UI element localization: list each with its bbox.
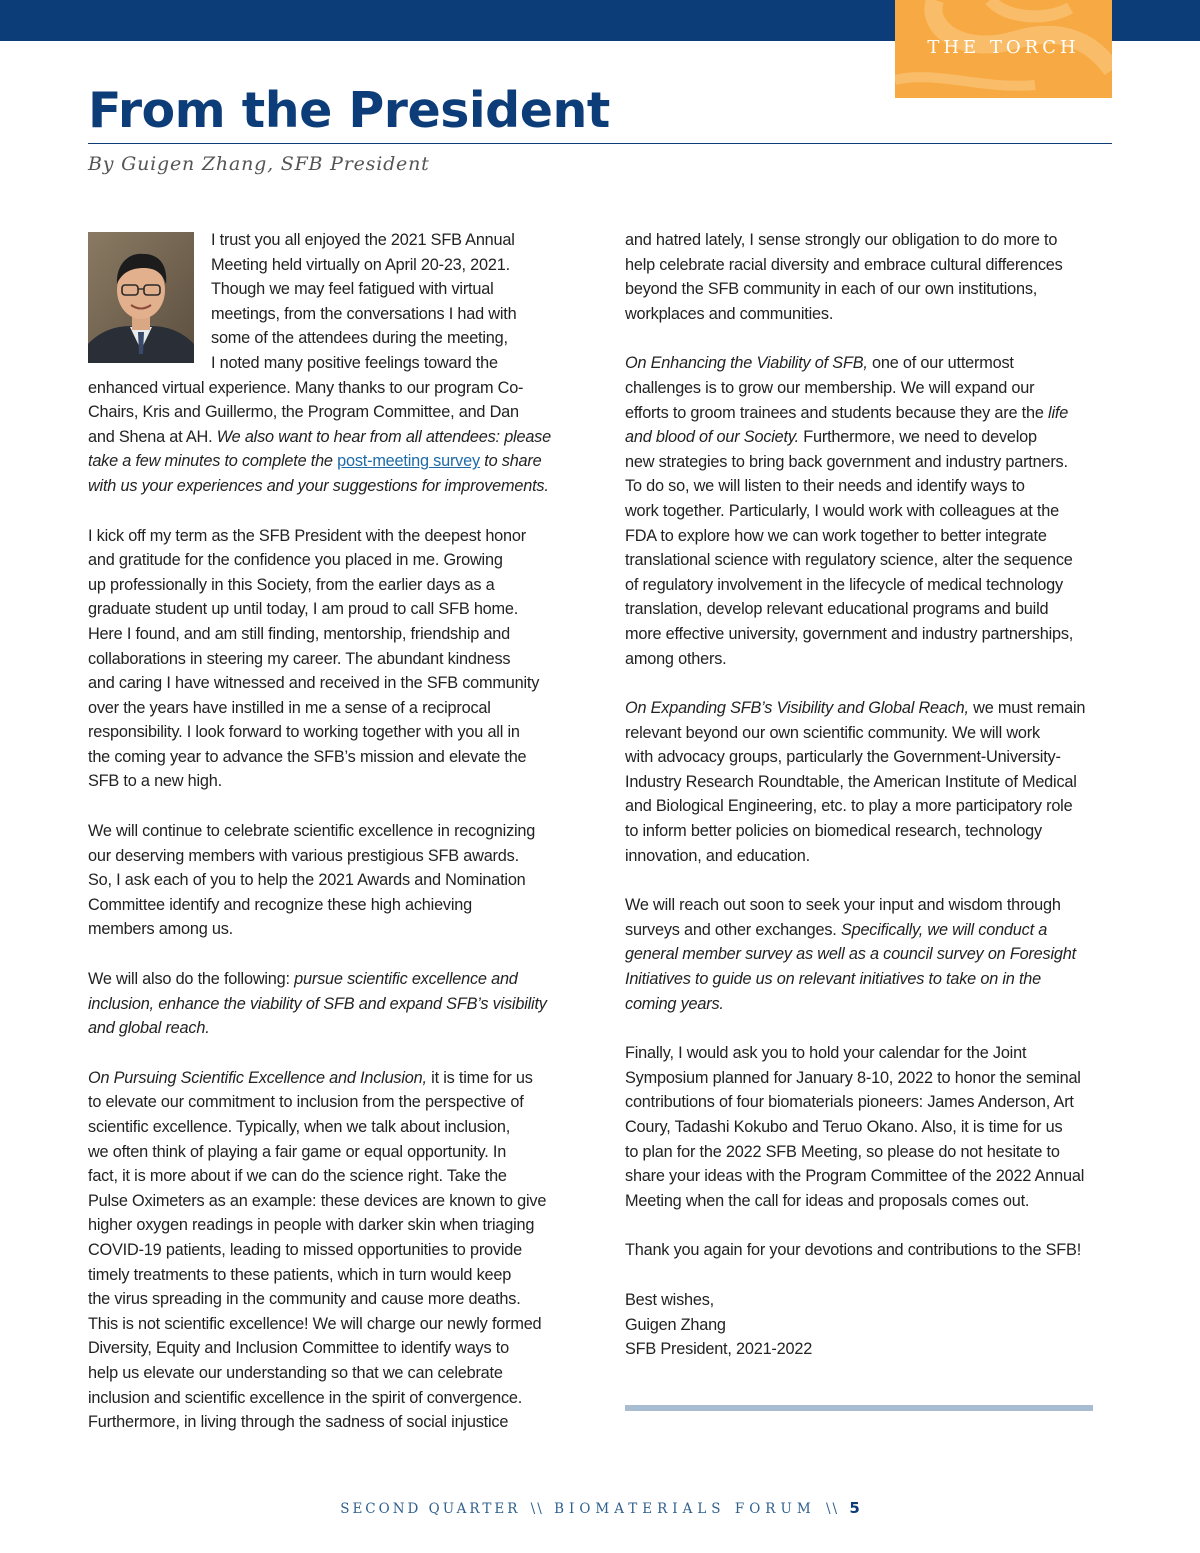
survey-paragraph [625, 893, 1115, 1016]
text-line: So, I ask each of you to help the 2021 Awards and Nomination [88, 871, 526, 890]
text-span: one of our uttermost [867, 354, 1014, 373]
text-line: To do so, we will listen to their needs and identify ways to [625, 477, 1025, 496]
text-span-italic: and blood of our Society. [625, 428, 799, 447]
section-tab [895, 0, 1112, 98]
text-line: up professionally in this Society, from the earlier days as a [88, 575, 495, 594]
signoff: Best wishes, [625, 1290, 714, 1309]
text-span-italic: Specifically, we will conduct a [840, 920, 1048, 939]
continuation-paragraph [625, 228, 1115, 326]
text-line: workplaces and communities. [625, 304, 834, 323]
awards-paragraph [88, 819, 578, 942]
intro-paragraph [88, 228, 578, 499]
text-line: some of the attendees during the meeting, [211, 329, 508, 348]
text-line: fact, it is more about if we can do the science right. Take the [88, 1167, 507, 1186]
text-span-italic: life [1048, 403, 1069, 422]
text-line: challenges is to grow our membership. We will expand our [625, 378, 1035, 397]
text-line: with us your experiences and your suggestions for improvements. [88, 476, 549, 495]
text-span: we must remain [968, 699, 1086, 718]
text-line: and hatred lately, I sense strongly our obligation to do more to [625, 231, 1058, 249]
text-line: enhanced virtual experience. Many thanks to our program Co- [88, 378, 524, 397]
text-line [625, 918, 1115, 943]
right-column [625, 228, 1115, 1362]
text-line: translational science with regulatory science, alter the sequence [625, 551, 1073, 570]
text-line: responsibility. I look forward to working together with you all in [88, 723, 520, 742]
footer-publication: BIOMATERIALS FORUM [554, 1501, 816, 1517]
text-span-italic: On Pursuing Scientific Excellence and Inclusion, [88, 1068, 427, 1087]
signature-title: SFB President, 2021-2022 [625, 1340, 813, 1359]
text-line: share your ideas with the Program Committee of the 2022 Annual [625, 1167, 1085, 1186]
text-span: and Shena at AH. [88, 427, 217, 446]
end-of-article-bar [625, 1405, 1093, 1411]
text-line: work together. Particularly, I would work with colleagues at the [625, 501, 1059, 520]
text-line: help celebrate racial diversity and embrace cultural differences [625, 255, 1063, 274]
text-line: We will continue to celebrate scientific excellence in recognizing [88, 822, 536, 841]
symposium-paragraph [625, 1041, 1115, 1213]
text-line [625, 401, 1115, 426]
text-line: higher oxygen readings in people with darker skin when triaging [88, 1216, 535, 1235]
footer-issue: SECOND QUARTER [340, 1501, 521, 1517]
text-span-italic: On Enhancing the Viability of SFB, [625, 354, 868, 373]
text-line: and gratitude for the confidence you placed in me. Growing [88, 551, 503, 570]
page-number: 5 [849, 1499, 860, 1517]
text-span: Furthermore, we need to develop [798, 428, 1037, 447]
text-line: to elevate our commitment to inclusion from the perspective of [88, 1093, 524, 1112]
text-line: Chairs, Kris and Guillermo, the Program Committee, and Dan [88, 403, 519, 422]
text-line: Finally, I would ask you to hold your calendar for the Joint [625, 1044, 1027, 1063]
text-span: it is time for us [426, 1068, 533, 1087]
text-line: Industry Research Roundtable, the American Institute of Medical [625, 772, 1077, 791]
text-line: Furthermore, in living through the sadness of social injustice [88, 1413, 509, 1432]
text-line: COVID-19 patients, leading to missed opportunities to provide [88, 1240, 522, 1259]
text-line: Coury, Tadashi Kokubo and Teruo Okano. Also, it is time for us [625, 1118, 1063, 1136]
text-line: I trust you all enjoyed the 2021 SFB Annual [211, 231, 515, 249]
text-line [88, 425, 578, 450]
left-column [88, 228, 578, 1435]
text-line: more effective university, government and industry partnerships, [625, 624, 1074, 643]
text-line [625, 351, 1115, 376]
text-line: contributions of four biomaterials pioneers: James Anderson, Art [625, 1093, 1074, 1112]
text-span-italic: On Expanding SFB’s Visibility and Global Reach, [625, 699, 969, 718]
text-line: Here I found, and am still finding, mentorship, friendship and [88, 624, 511, 643]
text-line: SFB to a new high. [88, 772, 222, 791]
text-line [88, 449, 578, 474]
title-rule [88, 143, 1112, 144]
text-span: efforts to groom trainees and students because they are the [625, 403, 1049, 422]
text-line: and caring I have witnessed and received in the SFB community [88, 674, 540, 693]
text-line: Meeting held virtually on April 20-23, 2021. [211, 255, 510, 274]
signature-name: Guigen Zhang [625, 1315, 726, 1334]
footer-separator: \\ [530, 1501, 544, 1517]
post-meeting-survey-link[interactable]: post-meeting survey [337, 452, 480, 471]
term-paragraph [88, 524, 578, 795]
text-line: general member survey as well as a council survey on Foresight [625, 945, 1076, 964]
thanks-paragraph [625, 1238, 1115, 1263]
text-line: among others. [625, 649, 727, 668]
text-line: members among us. [88, 920, 233, 939]
text-line: innovation, and education. [625, 846, 810, 865]
text-line: to plan for the 2022 SFB Meeting, so please do not hesitate to [625, 1142, 1060, 1161]
text-line [625, 425, 1115, 450]
text-line: Though we may feel fatigued with virtual [211, 280, 494, 299]
text-line: I kick off my term as the SFB President with the deepest honor [88, 526, 526, 545]
text-line: Thank you again for your devotions and contributions to the SFB! [625, 1241, 1082, 1260]
text-line: help us elevate our understanding so that we can celebrate [88, 1363, 503, 1382]
text-line: over the years have instilled in me a sense of a reciprocal [88, 698, 491, 717]
text-span: surveys and other exchanges. [625, 920, 841, 939]
text-line: Pulse Oximeters as an example: these devices are known to give [88, 1191, 547, 1210]
byline: By Guigen Zhang, SFB President [88, 153, 430, 175]
text-line: with advocacy groups, particularly the Government-University- [625, 748, 1061, 767]
text-line: of regulatory involvement in the lifecycle of medical technology [625, 575, 1063, 594]
text-line: collaborations in steering my career. The abundant kindness [88, 649, 511, 668]
text-line: meetings, from the conversations I had with [211, 304, 517, 323]
text-line [88, 967, 578, 992]
text-line: timely treatments to these patients, which in turn would keep [88, 1265, 512, 1284]
text-line: inclusion, enhance the viability of SFB and expand SFB’s visibility [88, 994, 547, 1013]
text-line: graduate student up until today, I am proud to call SFB home. [88, 600, 519, 619]
text-line: to inform better policies on biomedical research, technology [625, 822, 1042, 841]
text-line [625, 696, 1115, 721]
text-span-italic: We also want to hear from all attendees: please [216, 427, 551, 446]
text-span-italic: pursue scientific excellence and [294, 970, 518, 989]
text-line: new strategies to bring back government and industry partners. [625, 452, 1068, 471]
text-line: Diversity, Equity and Inclusion Committee to identify ways to [88, 1339, 509, 1358]
inclusion-paragraph [88, 1066, 578, 1435]
text-line: the virus spreading in the community and cause more deaths. [88, 1290, 521, 1309]
text-line: and global reach. [88, 1019, 210, 1038]
text-line: and Biological Engineering, etc. to play a more participatory role [625, 797, 1073, 816]
footer-separator: \\ [825, 1501, 840, 1517]
text-line: Committee identify and recognize these high achieving [88, 895, 472, 914]
goals-paragraph [88, 967, 578, 1041]
text-span: We will also do the following: [88, 970, 295, 989]
text-line: relevant beyond our own scientific community. We will work [625, 723, 1040, 742]
section-tab-label: THE TORCH [927, 37, 1080, 58]
text-line: Meeting when the call for ideas and proposals comes out. [625, 1191, 1030, 1210]
president-portrait [88, 232, 194, 363]
article-title: From the President [88, 82, 610, 139]
text-line: Symposium planned for January 8-10, 2022 to honor the seminal [625, 1068, 1081, 1087]
text-span-italic: take a few minutes to complete the [88, 452, 338, 471]
text-line: coming years. [625, 994, 724, 1013]
text-line: inclusion and scientific excellence in the spirit of convergence. [88, 1388, 523, 1407]
text-line: our deserving members with various prestigious SFB awards. [88, 846, 519, 865]
text-line: FDA to explore how we can work together to better integrate [625, 526, 1047, 545]
text-line: Initiatives to guide us on relevant initiatives to take on in the [625, 970, 1041, 989]
text-line: I noted many positive feelings toward the [211, 353, 498, 372]
text-line [88, 1066, 578, 1091]
text-line: This is not scientific excellence! We will charge our newly formed [88, 1314, 542, 1333]
text-line: we often think of playing a fair game or equal opportunity. In [88, 1142, 507, 1161]
text-line: translation, develop relevant educational programs and build [625, 600, 1049, 619]
page-footer [0, 1499, 1200, 1517]
text-line: We will reach out soon to seek your input and wisdom through [625, 896, 1061, 915]
text-line: scientific excellence. Typically, when we talk about inclusion, [88, 1118, 511, 1136]
visibility-paragraph [625, 696, 1115, 868]
text-span-italic: to share [479, 452, 542, 471]
viability-paragraph [625, 351, 1115, 671]
signature [625, 1288, 1115, 1362]
text-line: beyond the SFB community in each of our own institutions, [625, 280, 1038, 299]
text-line: the coming year to advance the SFB’s mission and elevate the [88, 747, 527, 766]
